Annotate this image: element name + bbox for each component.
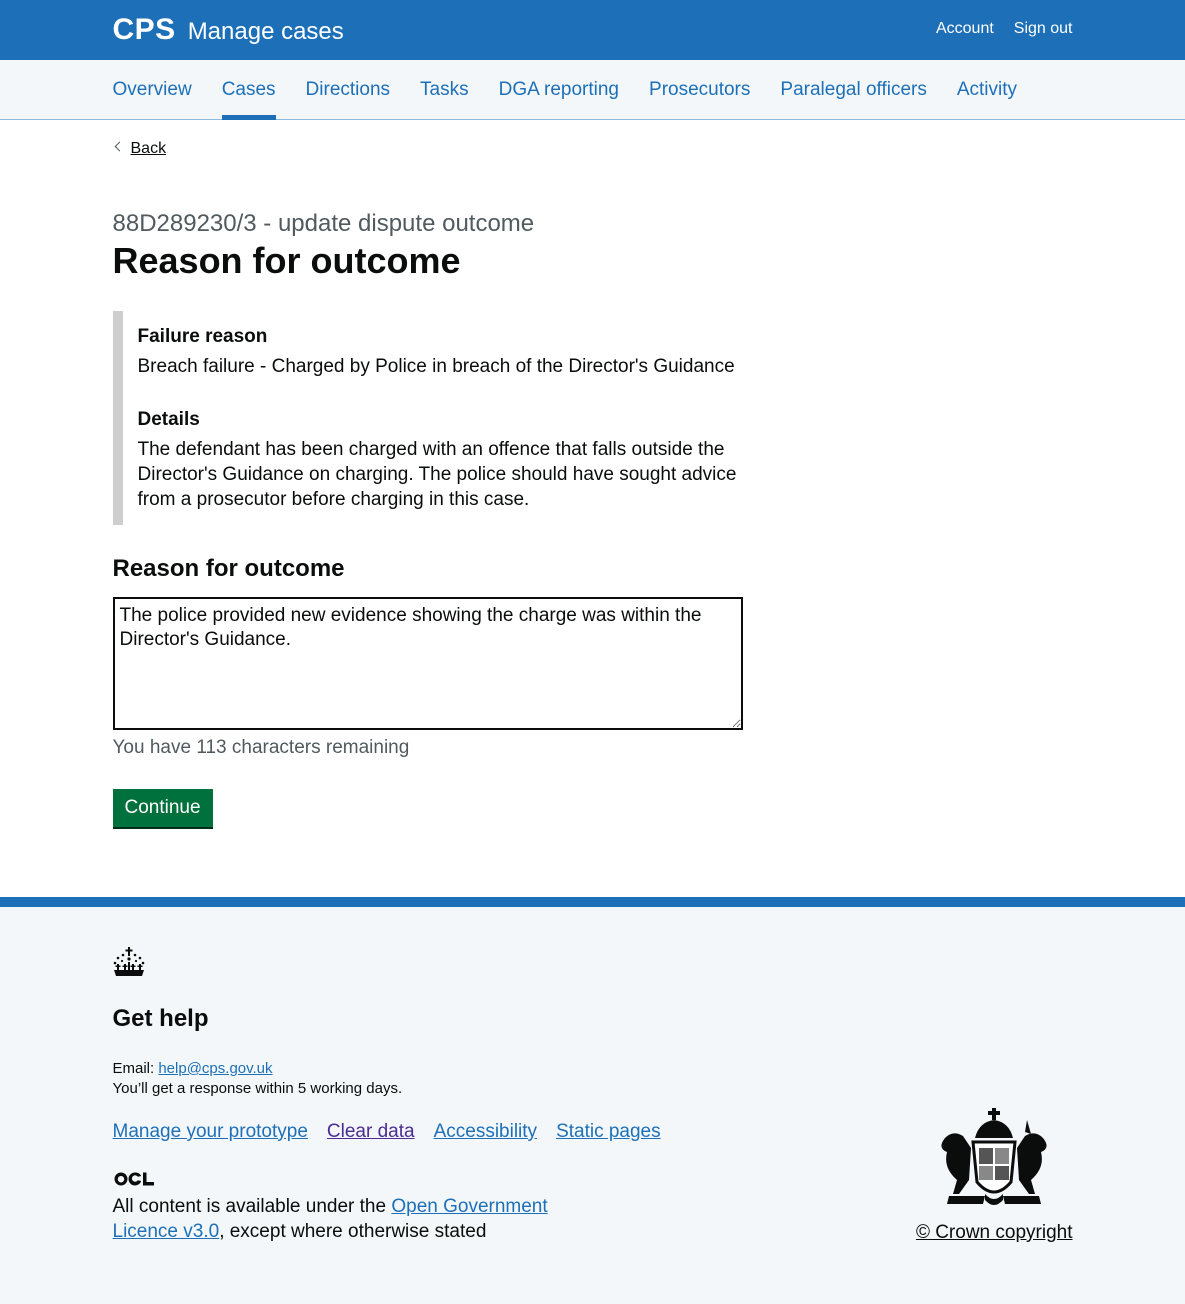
contact-info xyxy=(113,1059,1073,1099)
account-link[interactable]: Account xyxy=(935,20,994,37)
details-label: Details xyxy=(137,408,200,430)
reason-field-label: Reason for outcome xyxy=(112,554,345,582)
licence-text xyxy=(113,1194,553,1244)
licence-suffix: , except where otherwise stated xyxy=(219,1220,487,1242)
crown-copyright-link[interactable]: © Crown copyright xyxy=(915,1221,1073,1243)
back-link[interactable] xyxy=(113,140,167,158)
clear-data-link[interactable]: Clear data xyxy=(326,1120,415,1142)
nav-item-prosecutors[interactable]: Prosecutors xyxy=(649,79,751,100)
ogl-licence-link[interactable]: Open Government Licence v3.0 xyxy=(112,1195,548,1242)
crown-icon xyxy=(113,947,145,977)
page-caption: 88D289230/3 - update dispute outcome xyxy=(112,209,535,237)
details-value: The defendant has been charged with an offence that falls outside the Director's Guidance on charging. The police should have sought advice from a prosecutor before charging in this case. xyxy=(137,438,737,510)
failure-reason-label: Failure reason xyxy=(137,325,268,347)
ogl-logo-icon xyxy=(113,1171,155,1188)
chevron-left-icon xyxy=(114,142,124,152)
inset-text xyxy=(113,311,743,525)
failure-reason-value: Breach failure - Charged by Police in breach of the Director's Guidance xyxy=(137,355,735,377)
service-name: Manage cases xyxy=(187,18,344,45)
header-links xyxy=(936,20,1073,38)
help-email-link[interactable]: help@cps.gov.uk xyxy=(158,1059,273,1077)
nav-item-directions[interactable]: Directions xyxy=(305,79,391,100)
static-pages-link[interactable]: Static pages xyxy=(556,1120,661,1142)
primary-navigation xyxy=(0,60,1185,120)
royal-coat-of-arms-icon xyxy=(935,1108,1053,1210)
nav-item-overview[interactable]: Overview xyxy=(112,79,192,100)
continue-button[interactable]: Continue xyxy=(113,789,213,827)
header xyxy=(0,0,1185,60)
character-count: You have 113 characters remaining xyxy=(112,736,410,758)
main-content xyxy=(0,120,1185,897)
reason-textarea[interactable] xyxy=(113,597,743,730)
nav-item-tasks[interactable]: Tasks xyxy=(420,79,469,100)
manage-prototype-link[interactable]: Manage your prototype xyxy=(112,1120,308,1142)
copyright-block xyxy=(916,1108,1073,1244)
nav-item-paralegal-officers[interactable]: Paralegal officers xyxy=(780,79,927,100)
get-help-heading: Get help xyxy=(112,1004,209,1032)
nav-item-dga-reporting[interactable]: DGA reporting xyxy=(498,79,620,100)
page-title: Reason for outcome xyxy=(112,239,461,281)
nav-item-cases[interactable]: Cases xyxy=(222,60,276,119)
brand[interactable] xyxy=(113,13,344,47)
accessibility-link[interactable]: Accessibility xyxy=(433,1120,538,1142)
response-time: You’ll get a response within 5 working days. xyxy=(112,1079,403,1097)
back-label: Back xyxy=(130,139,167,157)
footer xyxy=(0,897,1185,1294)
licence-prefix: All content is available under the xyxy=(112,1195,392,1217)
sign-out-link[interactable]: Sign out xyxy=(1013,20,1073,37)
email-label: Email: xyxy=(112,1059,159,1077)
cps-logo: CPS xyxy=(112,13,176,46)
nav-item-activity[interactable]: Activity xyxy=(956,79,1018,100)
